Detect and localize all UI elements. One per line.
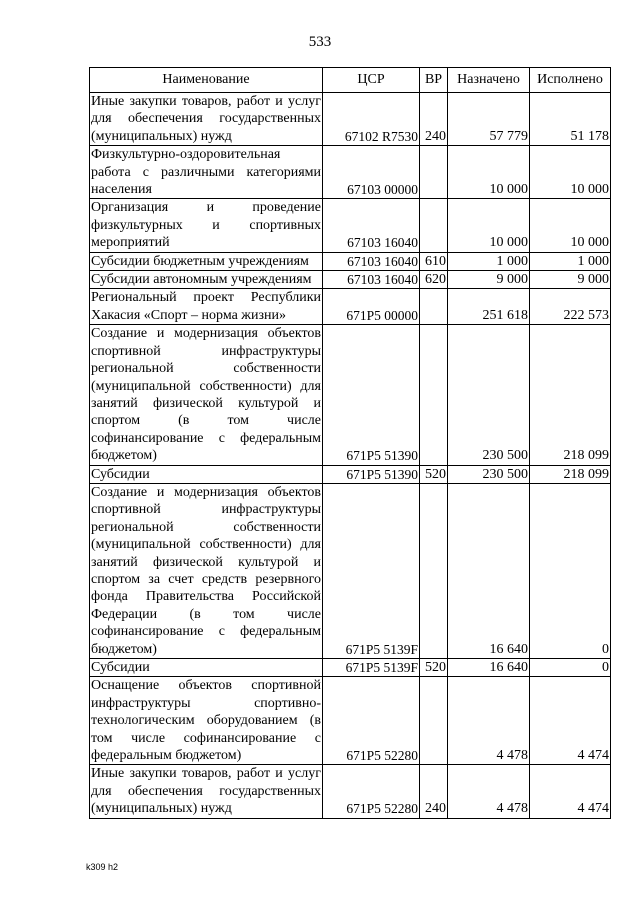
row-name: Региональный проект Республики Хакасия «Спорт – норма жизни» — [91, 290, 321, 323]
row-vr: 520 — [420, 659, 448, 677]
row-vr: 240 — [420, 93, 448, 146]
table-row — [90, 325, 611, 465]
row-vr: 520 — [420, 465, 448, 483]
table-row — [90, 765, 611, 818]
row-csr: 671P5 00000 — [323, 289, 420, 325]
row-assigned: 1 000 — [448, 252, 530, 270]
row-executed: 10 000 — [530, 146, 611, 199]
row-vr — [420, 146, 448, 199]
row-csr: 671P5 5139F — [323, 483, 420, 658]
row-assigned: 10 000 — [448, 146, 530, 199]
row-vr: 610 — [420, 252, 448, 270]
row-assigned: 230 500 — [448, 465, 530, 483]
row-executed: 1 000 — [530, 252, 611, 270]
row-csr: 67103 16040 — [323, 271, 420, 289]
table-row — [90, 289, 611, 325]
row-vr — [420, 483, 448, 658]
row-assigned: 9 000 — [448, 271, 530, 289]
row-vr — [420, 199, 448, 252]
row-csr: 671P5 52280 — [323, 765, 420, 818]
row-name: Создание и модернизация объектов спортивной инфраструктуры региональной собственности (муниципальной собственности) для занятий физической культурой и спортом за счет средств резервного фонда Правительства Российской Федерации (в том числе софинансирование с федеральным бюджетом) — [91, 484, 321, 657]
header-name: Наименование — [90, 68, 323, 93]
row-name: Субсидии — [90, 659, 323, 677]
row-csr: 671P5 52280 — [323, 677, 420, 765]
row-csr: 671P5 51390 — [323, 325, 420, 465]
budget-table — [89, 67, 611, 819]
row-vr: 240 — [420, 765, 448, 818]
row-vr — [420, 325, 448, 465]
table-row — [90, 93, 611, 146]
row-assigned: 230 500 — [448, 325, 530, 465]
row-assigned: 16 640 — [448, 483, 530, 658]
row-name: Организация и проведение физкультурных и спортивных мероприятий — [91, 200, 321, 251]
row-csr: 67103 16040 — [323, 252, 420, 270]
footer-code: k309 h2 — [86, 862, 119, 872]
table-row — [90, 271, 611, 289]
row-executed: 218 099 — [530, 325, 611, 465]
row-assigned: 10 000 — [448, 199, 530, 252]
table-row — [90, 146, 611, 199]
table-row — [90, 465, 611, 483]
row-assigned: 16 640 — [448, 659, 530, 677]
row-name: Субсидии бюджетным учреждениям — [90, 252, 323, 270]
row-name: Иные закупки товаров, работ и услуг для обеспечения государственных (муниципальных) нужд — [91, 94, 321, 144]
row-vr — [420, 289, 448, 325]
table-header-row — [90, 68, 611, 93]
row-executed: 4 474 — [530, 765, 611, 818]
row-csr: 67103 16040 — [323, 199, 420, 252]
row-name: Субсидии — [90, 465, 323, 483]
table-row — [90, 677, 611, 765]
row-executed: 9 000 — [530, 271, 611, 289]
row-csr: 67103 00000 — [323, 146, 420, 199]
row-assigned: 57 779 — [448, 93, 530, 146]
table-row — [90, 199, 611, 252]
row-name: Субсидии автономным учреждениям — [90, 271, 323, 289]
page-number: 533 — [308, 34, 332, 50]
row-name: Создание и модернизация объектов спортивной инфраструктуры региональной собственности (муниципальной собственности) для занятий физической культурой и спортом (в том числе софинансирование с федеральным бюджетом) — [91, 326, 321, 464]
table-row — [90, 252, 611, 270]
row-executed: 51 178 — [530, 93, 611, 146]
header-assigned: Назначено — [448, 68, 530, 93]
row-csr: 671P5 5139F — [323, 659, 420, 677]
row-name: Физкультурно-оздоровительная работа с различными категориями населения — [91, 147, 321, 198]
row-vr — [420, 677, 448, 765]
row-executed: 0 — [530, 659, 611, 677]
row-assigned: 251 618 — [448, 289, 530, 325]
row-csr: 67102 R7530 — [323, 93, 420, 146]
row-assigned: 4 478 — [448, 765, 530, 818]
row-vr: 620 — [420, 271, 448, 289]
row-assigned: 4 478 — [448, 677, 530, 765]
table-body — [90, 93, 611, 819]
row-name: Оснащение объектов спортивной инфраструктуры спортивно-технологическим оборудованием (в том числе софинансирование с федеральным бюджетом) — [91, 678, 321, 764]
row-executed: 4 474 — [530, 677, 611, 765]
row-executed: 218 099 — [530, 465, 611, 483]
row-executed: 0 — [530, 483, 611, 658]
table-row — [90, 659, 611, 677]
row-executed: 10 000 — [530, 199, 611, 252]
row-executed: 222 573 — [530, 289, 611, 325]
header-executed: Исполнено — [530, 68, 611, 93]
header-vr: ВР — [420, 68, 448, 93]
header-csr: ЦСР — [323, 68, 420, 93]
row-csr: 671P5 51390 — [323, 465, 420, 483]
table-row — [90, 483, 611, 658]
row-name: Иные закупки товаров, работ и услуг для обеспечения государственных (муниципальных) нужд — [91, 766, 321, 817]
